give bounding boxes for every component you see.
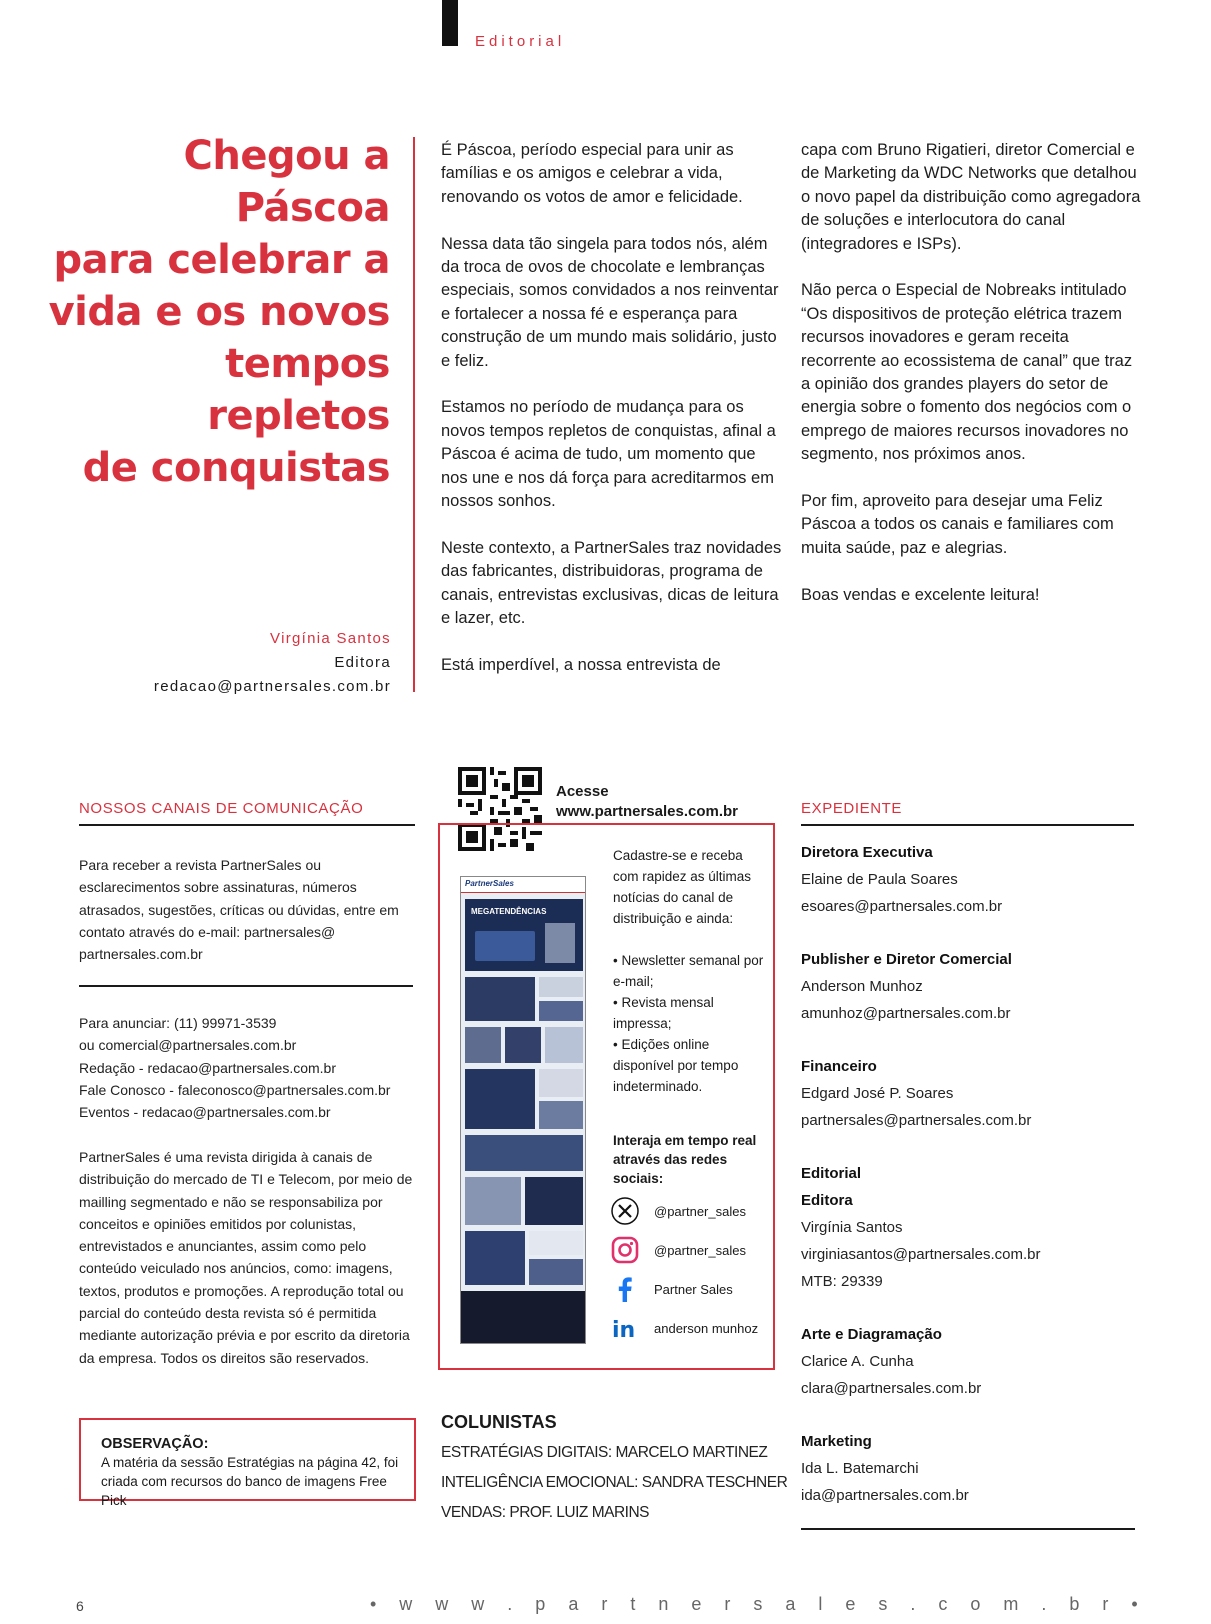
- magazine-hero-image: [465, 899, 583, 971]
- exp-line: MTB: 29339: [801, 1273, 883, 1290]
- contact-line: Para anunciar: (11) 99971-3539: [79, 1015, 277, 1031]
- exp-line: Anderson Munhoz: [801, 978, 923, 995]
- acesse-label: Acesse: [556, 783, 609, 800]
- magazine-header: [461, 877, 586, 893]
- promo-bullet: • Newsletter semanal por e-mail;: [613, 953, 764, 989]
- exp-line: Edgard José P. Soares: [801, 1085, 954, 1102]
- colunista-line: ESTRATÉGIAS DIGITAIS: MARCELO MARTINEZ: [441, 1444, 768, 1461]
- acesse-block: [556, 782, 738, 822]
- section-label: Editorial: [475, 33, 566, 50]
- page-number: 6: [76, 1598, 84, 1614]
- footer-url: • w w w . p a r t n e r s a l e s . c o m . b r •: [370, 1594, 1147, 1614]
- signature-email: redacao@partnersales.com.br: [153, 678, 391, 695]
- social-label: Partner Sales: [654, 1281, 733, 1297]
- header-bar: [442, 0, 458, 46]
- exp-line: partnersales@partnersales.com.br: [801, 1112, 1032, 1129]
- exp-title: Diretora Executiva: [801, 844, 933, 861]
- contact-line: Fale Conosco - faleconosco@partnersales.com.br: [79, 1081, 391, 1098]
- social-label: anderson munhoz: [654, 1320, 759, 1336]
- exp-title: Arte e Diagramação: [801, 1326, 942, 1343]
- observation-box: [79, 1418, 416, 1508]
- exp-line: Clarice A. Cunha: [801, 1353, 914, 1370]
- article-column-2: [801, 139, 1141, 630]
- social-facebook[interactable]: [610, 1273, 733, 1305]
- social-instagram[interactable]: [610, 1234, 746, 1266]
- exp-line: amunhoz@partnersales.com.br: [801, 1005, 1011, 1022]
- exp-block-marketing: [801, 1428, 969, 1509]
- magazine-thumbnail[interactable]: [460, 876, 586, 1344]
- colunista-line: VENDAS: PROF. LUIZ MARINS: [441, 1504, 649, 1521]
- promo-intro: Cadastre-se e receba com rapidez as últimas notícias do canal de distribuição e ainda:: [613, 848, 752, 926]
- observation-title: OBSERVAÇÃO:: [101, 1436, 209, 1452]
- paragraph: Nessa data tão singela para todos nós, além da troca de ovos de chocolate e lembranças especiais, somos convidados a nos reinventar e fortalecer a nossa fé e esperança para construção de um mundo mais solidário, justo e feliz.: [441, 234, 779, 370]
- headline-line: tempos repletos: [207, 341, 390, 439]
- observation-text: A matéria da sessão Estratégias na página 42, foi criada com recursos do banco de imagens Free Pick: [101, 1455, 399, 1508]
- contact-line: ou comercial@partnersales.com.br: [79, 1037, 297, 1054]
- exp-block-publisher: [801, 946, 1012, 1027]
- contact-line: Redação - redacao@partnersales.com.br: [79, 1059, 337, 1076]
- exp-title: Publisher e Diretor Comercial: [801, 951, 1012, 968]
- svg-text:in: in: [612, 1318, 636, 1342]
- headline-line: para celebrar a: [53, 237, 390, 283]
- social-label: @partner_sales: [654, 1203, 746, 1219]
- divider: [79, 985, 413, 987]
- exp-block-financeiro: [801, 1053, 1031, 1134]
- instagram-icon: [610, 1235, 640, 1265]
- divider: [801, 824, 1134, 826]
- exp-line: esoares@partnersales.com.br: [801, 898, 1003, 915]
- disclaimer-text: PartnerSales é uma revista dirigida à canais de distribuição do mercado de TI e Telecom, por meio de mailling segmentado e não se responsabiliza por conceitos e opiniões emitidos por colunistas, entrevistados e anunciantes, assim como pelo conteúdo veiculado nos anúncios, como: imagens, textos, produtos e promoções. A reprodução total ou parcial do conteúdo desta revista só é permitida mediante autorização prévia e por escrito da diretoria da empresa. Todos os direitos são reservados.: [79, 1149, 413, 1366]
- contact-list: [79, 1012, 419, 1123]
- signature-name: Virgínia Santos: [270, 630, 391, 647]
- exp-subtitle: Editora: [801, 1192, 853, 1209]
- exp-line: ida@partnersales.com.br: [801, 1487, 969, 1504]
- promo-text: [613, 845, 768, 1097]
- exp-block-editorial: [801, 1160, 1041, 1295]
- social-linkedin[interactable]: [610, 1312, 758, 1344]
- exp-line: Virgínia Santos: [801, 1219, 903, 1236]
- headline-line: de conquistas: [82, 445, 390, 491]
- social-label: @partner_sales: [654, 1242, 746, 1258]
- exp-title: Editorial: [801, 1165, 862, 1182]
- promo-bullet: • Revista mensal impressa;: [613, 995, 714, 1031]
- exp-title: Financeiro: [801, 1058, 877, 1075]
- colunista-line: INTELIGÊNCIA EMOCIONAL: SANDRA TESCHNER: [441, 1474, 788, 1491]
- promo-bullet: • Edições online disponível por tempo indeterminado.: [613, 1037, 739, 1094]
- divider-line: [413, 137, 415, 692]
- paragraph: Neste contexto, a PartnerSales traz novidades das fabricantes, distribuidoras, programa de canais, entrevistas exclusivas, dicas de leitura e lazer, etc.: [441, 538, 782, 628]
- magazine-banner: MEGATENDÊNCIAS: [471, 907, 547, 916]
- divider: [79, 824, 415, 826]
- facebook-icon: [610, 1274, 640, 1304]
- signature-role: Editora: [334, 654, 391, 671]
- signature: [154, 627, 391, 699]
- paragraph: É Páscoa, período especial para unir as famílias e os amigos e celebrar a vida, renovando os votos de amor e felicidade.: [441, 141, 743, 206]
- paragraph: capa com Bruno Rigatieri, diretor Comercial e de Marketing da WDC Networks que detalhou o novo papel da distribuição como agregadora de soluções e interlocutora do canal (integradores e ISPs).: [801, 141, 1141, 253]
- exp-block-diretora: [801, 839, 1002, 920]
- headline-line: vida e os novos: [48, 289, 390, 335]
- paragraph: Boas vendas e excelente leitura!: [801, 585, 1040, 604]
- interact-text: Interaja em tempo real através das redes sociais:: [613, 1133, 757, 1186]
- canais-text: Para receber a revista PartnerSales ou esclarecimentos sobre assinaturas, números atrasados, sugestões, críticas ou dúvidas, entre em contato através do e-mail: partnersales@ partnersales.com.br: [79, 857, 399, 963]
- exp-title: Marketing: [801, 1433, 872, 1450]
- exp-block-arte: [801, 1321, 981, 1402]
- headline-line: Chegou a Páscoa: [183, 133, 390, 231]
- site-url[interactable]: www.partnersales.com.br: [556, 803, 739, 820]
- x-icon: [610, 1196, 640, 1226]
- exp-line: virginiasantos@partnersales.com.br: [801, 1246, 1041, 1263]
- paragraph: Está imperdível, a nossa entrevista de: [441, 655, 721, 674]
- paragraph: Não perca o Especial de Nobreaks intitulado “Os dispositivos de proteção elétrica trazem recursos inovadores e geram receita recorrente ao ecossistema de canal” que traz a opinião dos grandes players do setor de energia sobre o fomento dos negócios com o emprego de maiores recursos inovadores no segmento, nos próximos anos.: [801, 281, 1133, 464]
- exp-line: clara@partnersales.com.br: [801, 1380, 982, 1397]
- paragraph: Por fim, aproveito para desejar uma Feliz Páscoa a todos os canais e familiares com muita saúde, paz e alegrias.: [801, 492, 1114, 557]
- headline: [30, 130, 390, 494]
- colunistas-heading: COLUNISTAS: [441, 1412, 557, 1432]
- expediente-heading: EXPEDIENTE: [801, 800, 903, 817]
- contact-line: Eventos - redacao@partnersales.com.br: [79, 1104, 331, 1121]
- magazine-logo: PartnerSales: [465, 879, 514, 888]
- linkedin-icon: [610, 1313, 640, 1343]
- social-x[interactable]: [610, 1195, 746, 1227]
- exp-line: Ida L. Batemarchi: [801, 1460, 919, 1477]
- exp-line: Elaine de Paula Soares: [801, 871, 958, 888]
- canais-heading: NOSSOS CANAIS DE COMUNICAÇÃO: [79, 800, 364, 817]
- article-column-1: [441, 139, 786, 701]
- paragraph: Estamos no período de mudança para os novos tempos repletos de conquistas, afinal a Páscoa é acima de tudo, um momento que nos une e nos dá força para acreditarmos em nossos sonhos.: [441, 398, 776, 511]
- divider: [801, 1528, 1135, 1530]
